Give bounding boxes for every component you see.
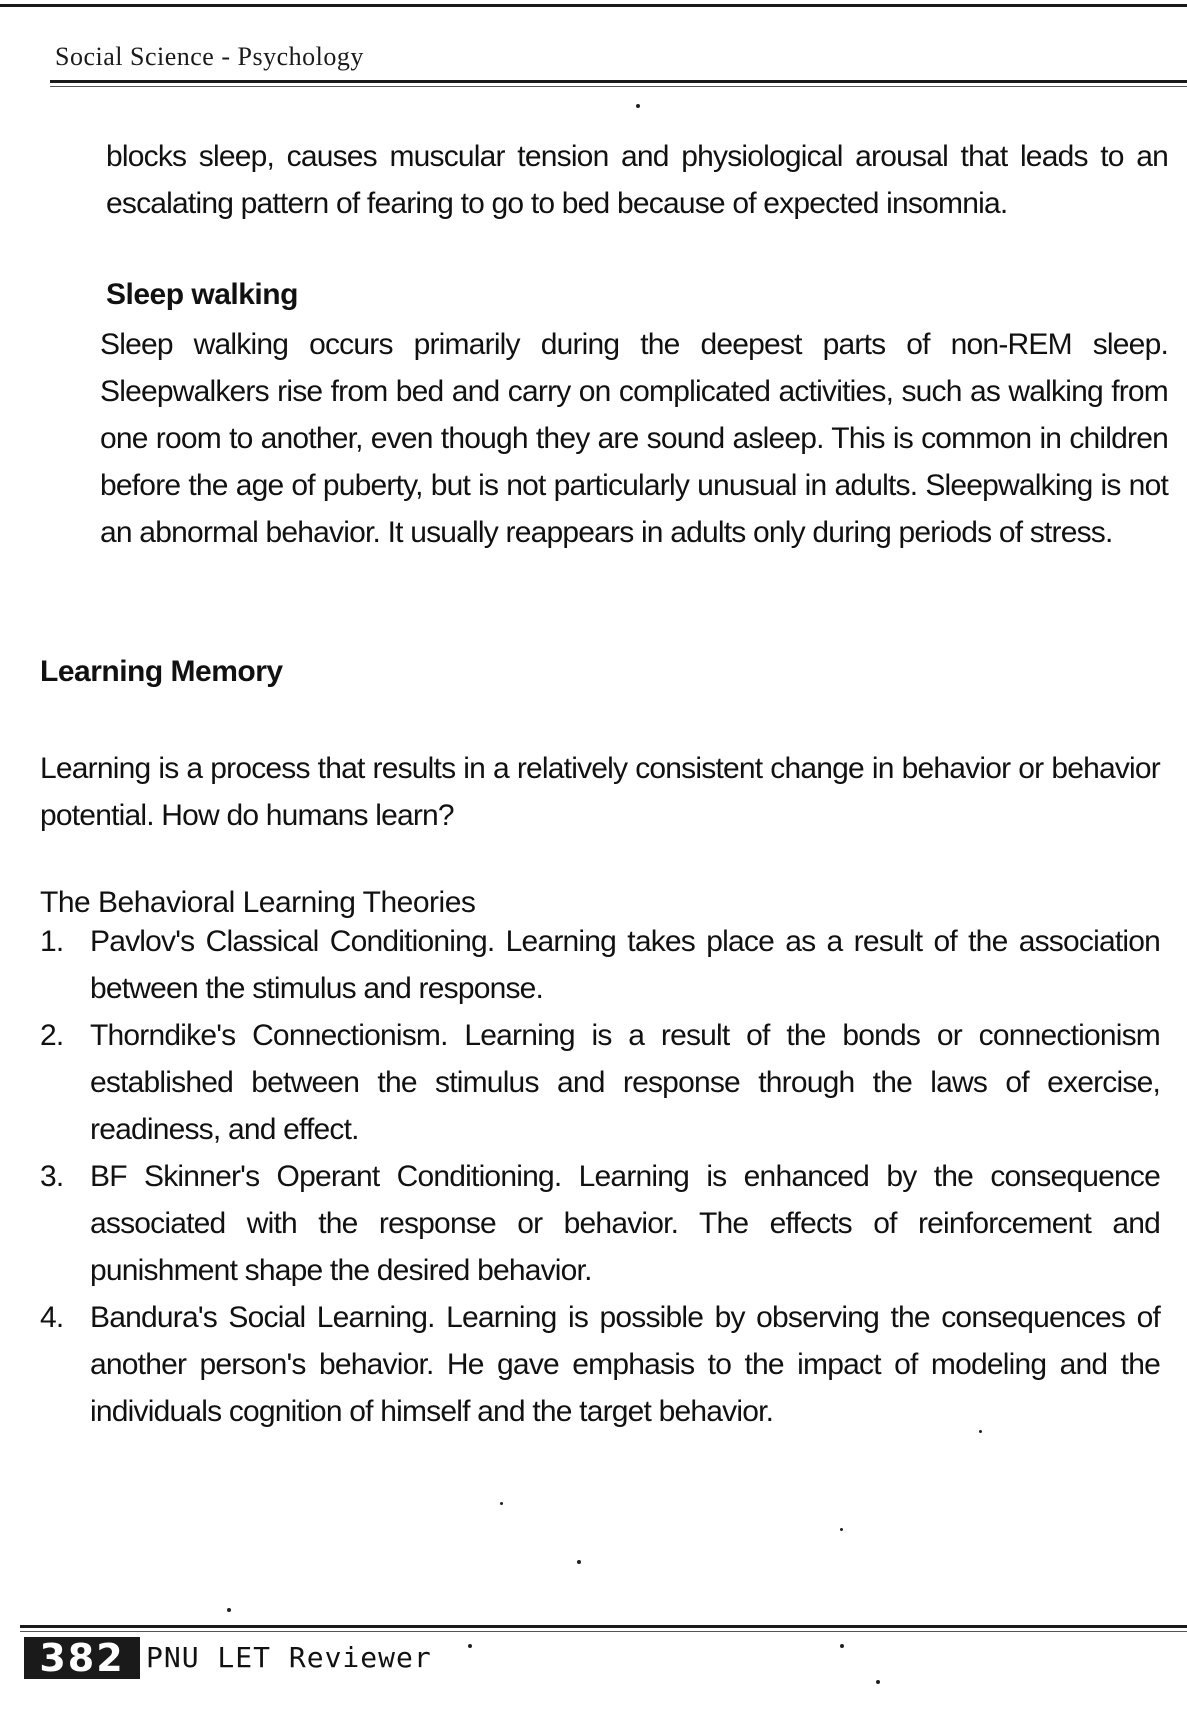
list-item-text: Pavlov's Classical Conditioning. Learning takes place as a result of the association between the stimulus and response. [90,925,1160,1005]
scan-speck [979,1430,982,1433]
insomnia-continuation-paragraph: blocks sleep, causes muscular tension and physiological arousal that leads to an escalating pattern of fearing to go to bed because of expected insomnia. [106,140,1168,220]
scan-speck [840,1528,843,1531]
scan-speck [577,1560,581,1564]
list-item-text: Bandura's Social Learning. Learning is possible by observing the consequences of another person's behavior. He gave emphasis to the impact of modeling and the individuals cognition of himself and the target behavior. [90,1301,1160,1428]
top-border-rule [0,4,1187,7]
list-item [40,1012,1160,1153]
footer-rule [20,1625,1187,1628]
list-item-text: BF Skinner's Operant Conditioning. Learning is enhanced by the consequence associated with the response or behavior. The effects of reinforcement and punishment shape the desired behavior. [90,1160,1160,1287]
footer-rule-thin [20,1631,1187,1632]
scan-speck [468,1644,472,1648]
list-item [40,1294,1160,1435]
header-rule-thin [50,86,1187,87]
list-item-number: 3. [40,1160,64,1193]
sleep-walking-paragraph: Sleep walking occurs primarily during the deepest parts of non-REM sleep. Sleepwalkers rise from bed and carry on complicated activities, such as walking from one room to another, even though they are sound asleep. This is common in children before the age of puberty, but is not particularly unusual in adults. Sleepwalking is not an abnormal behavior. It usually reappears in adults only during periods of stress. [100,328,1168,549]
scan-speck [840,1644,844,1648]
list-item [40,918,1160,1012]
scan-speck [876,1680,880,1684]
footer-book-title: PNU LET Reviewer [146,1641,432,1674]
behavioral-theories-heading: The Behavioral Learning Theories [40,886,476,919]
sleep-walking-heading: Sleep walking [106,278,298,311]
learning-memory-paragraph: Learning is a process that results in a relatively consistent change in behavior or behavior potential. How do humans learn? [40,752,1160,832]
page-number-badge: 382 [24,1637,140,1679]
list-item [40,1153,1160,1294]
list-item-number: 2. [40,1019,64,1052]
header-rule [50,80,1187,83]
running-header-title: Social Science - Psychology [55,42,364,71]
list-item-number: 1. [40,925,64,958]
learning-memory-heading: Learning Memory [40,655,283,688]
scan-speck [227,1608,231,1612]
list-item-number: 4. [40,1301,64,1334]
scan-speck [500,1502,503,1505]
list-item-text: Thorndike's Connectionism. Learning is a result of the bonds or connectionism established between the stimulus and response through the laws of exercise, readiness, and effect. [90,1019,1160,1146]
scan-speck [636,104,640,108]
behavioral-theories-list [40,918,1160,1435]
